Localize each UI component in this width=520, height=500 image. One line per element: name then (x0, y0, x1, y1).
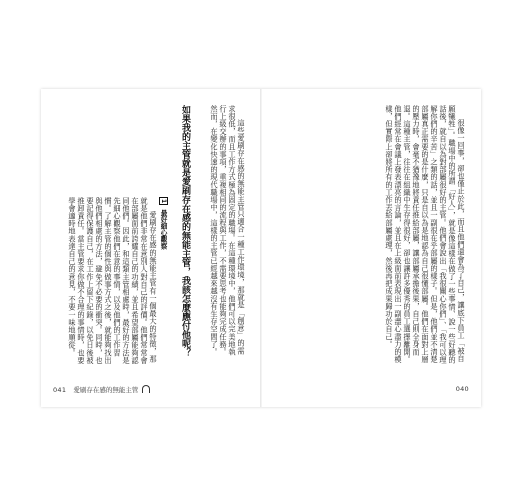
publisher-logo-icon (142, 385, 150, 393)
running-title: 愛刷存在感的無能主管 (73, 386, 139, 394)
subheading (159, 197, 168, 257)
section-heading: 如果我的主管就是愛刷存在感的無能主管，我該怎麼應付他呢？ (180, 105, 190, 357)
paragraph: 這些愛刷存在感的無能主管只適合一種工作環境，那就是「創意」的需求很低，而且工作方式極為固定的職場。在這種環境中，他們可以完美地執行上級交辦的事項，重複相同的流程與工作，不需要思考也能夠完成任務。然而，在變化快速的現代職場中，這樣的主管已經越來越沒有生存空間了。 (210, 105, 246, 356)
left-page-body-upper (198, 105, 246, 357)
subheading-text: 最好細心觀察 (159, 209, 167, 250)
page-number: 041 (53, 386, 67, 394)
page-number: 040 (455, 385, 469, 393)
paragraph: 愛刷存在感的無能主管有一個最大的特徵，那就是他們非常在意別人對自己的評價。他們常常會在部屬面前誇耀自己的功績，並且希望部屬能夠認同他們。因此，和這類主管相處時，最好的方法是先細心觀察他們在意的事情，以及他們的工作習慣。了解主管的個性與做事方式之後，就能夠找出與他們相處的方法，避免不必要的衝突。同時，也要記得保護自己，在工作上留下紀錄，以免日後被推卸責任。當主管要求你做不合理的事情時，也要學會適時地表達自己的意見，不要一味地順從。 (68, 197, 158, 365)
paragraph: 很像一回事，卻也僅止於此，而且他們還會為了自己，讓底下員工「被自願犧牲」。職場中的所謂「好人」，就是像這樣在做了一些事情、說一些好聽的話後，就自以為對部屬很好的主管。他們會說出「我很關心你們」、「我可以理解你們的辛苦」之類的話，並且一副很在乎部屬的樣子。但是，他們並不清楚部屬真正需要的是什麼，只是自以為是地認為自己很懂部屬。他們在面對上層的壓力時，會毫不猶豫地將責任推給部屬，讓部屬承擔後果，自己則全身而退。這種主管，往往在組織中生存得很好，卻也讓許多優秀的員工選擇離開。他們經常在會議上發表漂亮的言論，並且在上級面前表現出一副盡心盡力的模樣，但實際上卻將所有的工作丟給部屬處理，然後再把成果歸功於自己。 (385, 105, 466, 364)
subheading-number: 1 (160, 199, 167, 204)
left-page (41, 89, 260, 407)
right-page-body (286, 105, 466, 367)
left-page-body-lower (63, 197, 158, 367)
left-page-footer (53, 385, 150, 394)
right-page (262, 89, 481, 407)
book-spread (41, 89, 481, 407)
